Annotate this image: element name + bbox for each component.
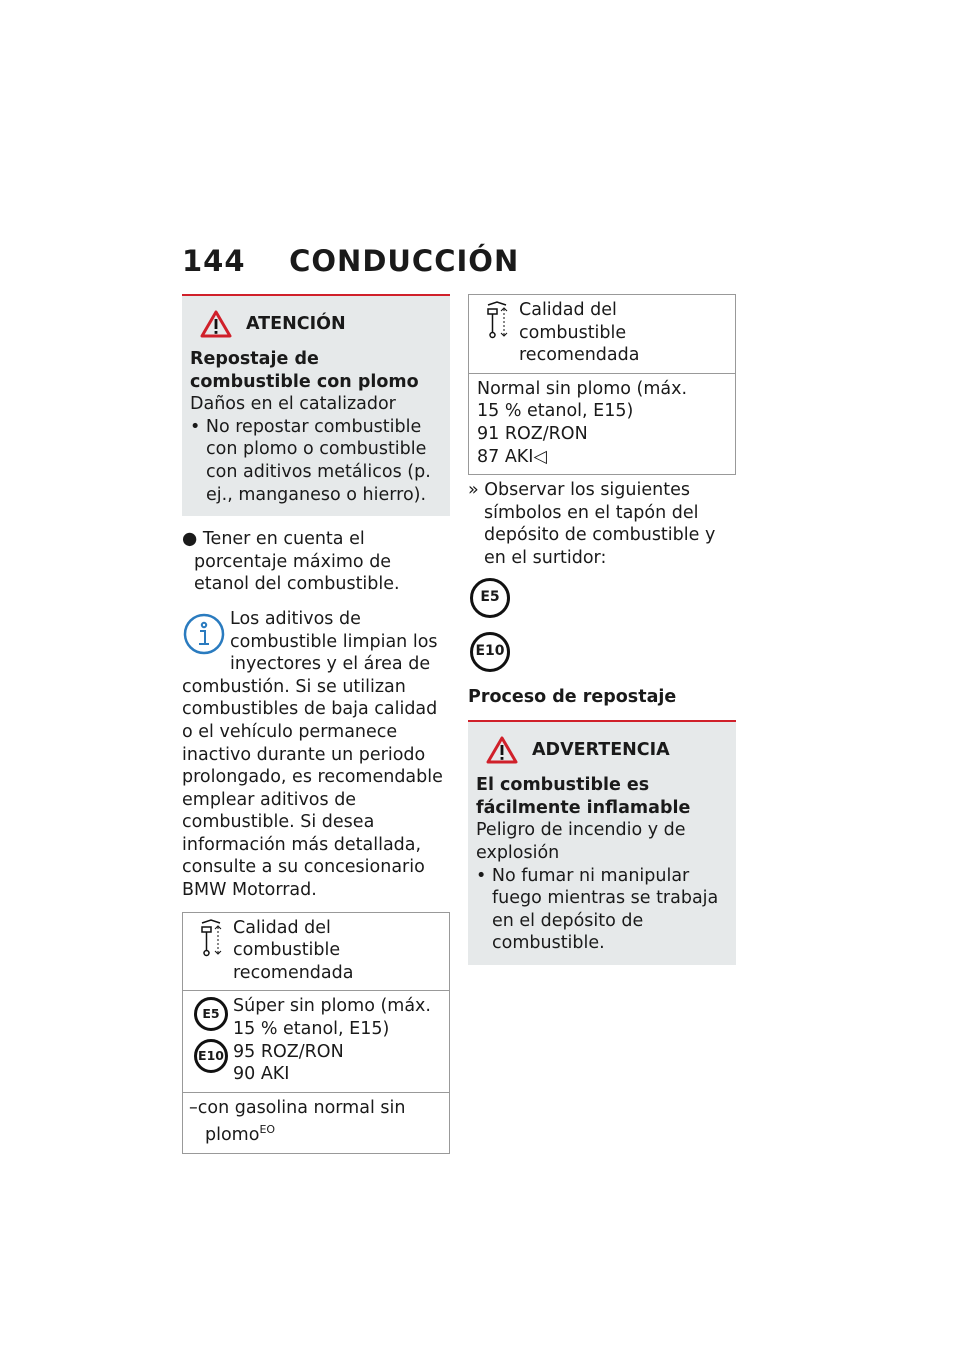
warning-bullet: • No fumar ni manipular fuego mientras se trabaja en el depósito de combustible. [476,865,719,954]
table-cell: Súper sin plomo (máx. [233,996,431,1017]
warning-subtitle: Daños en el catalizador [190,394,396,415]
warning-icon [200,310,232,338]
section-title: Proceso de repostaje [468,686,677,707]
warning-box-atencion [182,294,450,516]
info-text: Los aditivos de combustible limpian los inyectores y el área de combustión. Si se utilizan combustibles de baja calidad o el vehículo permanece inactivo durante un periodo prolongado, es recomendable emplear aditivos de combustible. Si desea información más detallada, consulte a su concesionario BMW Motorrad. [182,608,443,901]
table-cell: 95 ROZ/RON [233,1041,344,1062]
left-column [182,294,450,1154]
warning-title: El combustible es fácilmente inflamable [476,775,691,818]
table-cell: 91 ROZ/RON [477,423,588,444]
table-cell: –con gasolina normal sin plomo [189,1097,406,1146]
page-title: CONDUCCIÓN [289,244,520,278]
fuel-quality-table [182,912,450,1154]
fuel-quality-table-normal [468,294,736,475]
e10-icon: E10 [194,1039,228,1073]
table-row [183,1093,449,1153]
table-header-row [183,913,449,992]
step-instruction: » Observar los siguientes símbolos en el tapón del depósito de combustible y en el surtidor: [468,480,716,568]
fuel-symbols [468,578,736,672]
e5-icon: E5 [470,578,510,618]
e5-icon: E5 [194,997,228,1031]
warning-title: Repostaje de combustible con plomo [190,349,419,392]
warning-icon [486,736,518,764]
table-row [183,991,449,1092]
warning-box-advertencia [468,720,736,965]
eo-superscript: EO [259,1123,276,1137]
table-header-row [469,295,735,374]
info-icon [182,612,226,656]
warning-subtitle: Peligro de incendio y de explosión [476,820,686,863]
fuel-pump-icon [197,917,225,959]
page-header [182,244,519,278]
warning-label: ADVERTENCIA [532,739,670,760]
table-header-text: Calidad del combustible recomendada [519,300,640,366]
page-number: 144 [182,244,246,278]
table-cell: Normal sin plomo (máx. [477,378,688,399]
warning-bullet: • No repostar combustible con plomo o combustible con aditivos metálicos (p. ej., manganeso o hierro). [190,416,431,505]
ethanol-bullet: ● Tener en cuenta el porcentaje máximo de etanol del combustible. [182,529,400,595]
table-cell: 15 % etanol, E15) [477,401,634,422]
warning-header [190,310,442,338]
warning-header [476,736,728,764]
table-row [469,374,735,474]
e10-icon: E10 [470,632,510,672]
table-header-text: Calidad del combustible recomendada [233,917,354,983]
info-paragraph [182,608,450,902]
fuel-pump-icon [483,299,511,341]
warning-label: ATENCIÓN [246,313,346,334]
table-cell: 90 AKI [233,1064,290,1085]
table-cell: 15 % etanol, E15) [233,1019,390,1040]
table-cell: 87 AKI◁ [477,446,547,467]
right-column [468,294,736,965]
